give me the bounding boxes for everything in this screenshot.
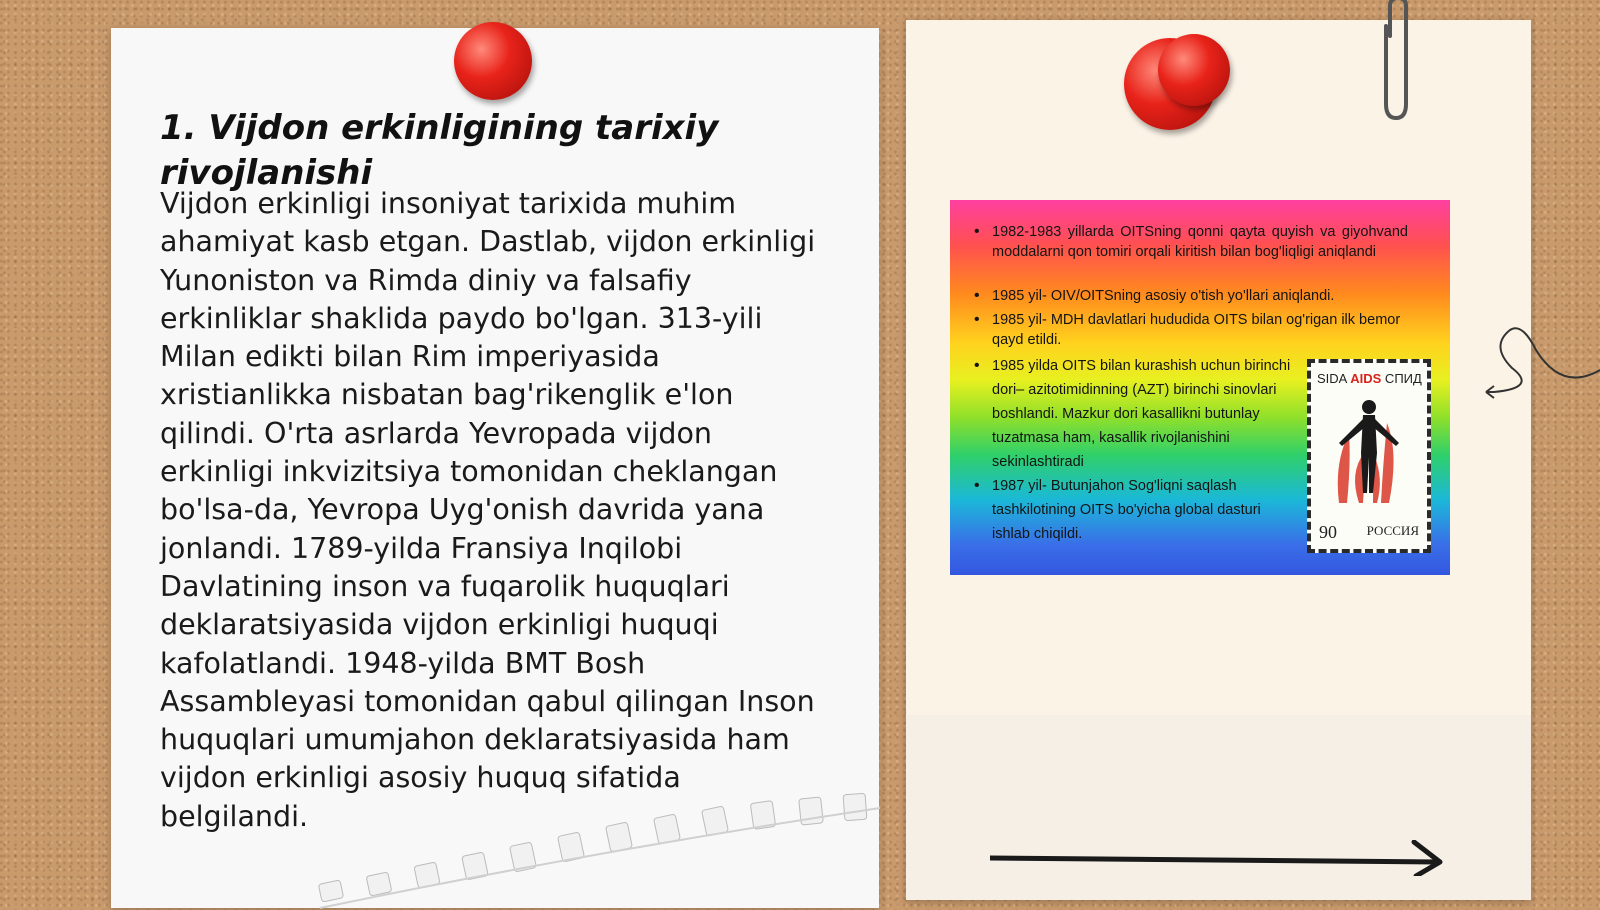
stamp-label: SIDA AIDS СПИД (1317, 371, 1422, 386)
push-pin-icon (1158, 34, 1230, 106)
list-item: • 1985 yil- MDH davlatlari hududida OITS bilan og'rigan ilk bemor qayd etildi. (968, 310, 1408, 350)
figure-illustration (1329, 393, 1409, 513)
push-pin-icon (454, 22, 532, 100)
paperclip-icon (1378, 0, 1418, 124)
swirl-arrow-icon (1482, 312, 1600, 408)
list-item: • 1987 yil- Butunjahon Sog'liqni saqlash tashkilotining OITS bo'yicha global dasturi ishlab chiqildi. (968, 474, 1298, 546)
stamp-country: РОССИЯ (1366, 523, 1419, 538)
list-item: • 1985 yilda OITS bilan kurashish uchun birinchi dori– azitotimidinning (AZT) birinchi sinovlari boshlandi. Mazkur dori kasallikni butunlay tuzatmasa ham, kasallik rivojlanishini sekinlashtiradi (968, 354, 1298, 474)
aids-stamp-image (1307, 359, 1431, 553)
arrow-right-icon (990, 840, 1450, 876)
list-item: • 1982-1983 yillarda OITSning qonni qayta quyish va giyohvand moddalarni qon tomiri orqali kiritish bilan bog'liqligi aniqlandi (968, 222, 1408, 262)
stamp-value: 90 (1319, 522, 1337, 542)
aids-history-image (950, 200, 1450, 575)
slide-body-text: Vijdon erkinligi insoniyat tarixida muhim ahamiyat kasb etgan. Dastlab, vijdon erkinligi Yunoniston va Rimda diniy va falsafiy erkinliklar shaklida paydo bo'lgan. 313-yili Milan edikti bilan Rim imperiyasida xristianlikka nisbatan bag'rikenglik e'lon qilindi. O'rta asrlarda Yevropada vijdon erkinligi inkvizitsiya tomonidan cheklangan bo'lsa-da, Yevropa Uyg'onish davrida yana jonlandi. 1789-yilda Fransiya Inqilobi Davlatining inson va fuqarolik huquqlari deklaratsiyasida vijdon erkinligi huquqi kafolatlandi. 1948-yilda BMT Bosh Assambleyasi tomonidan qabul qilingan Inson huquqlari umumjahon deklaratsiyasida ham vijdon erkinligi asosiy huquq sifatida belgilandi. (160, 187, 816, 833)
list-item: • 1985 yil- OIV/OITSning asosiy o'tish yo'llari aniqlandi. (968, 286, 1408, 306)
slide-title: 1. Vijdon erkinligining tarixiy rivojlanishi (160, 108, 719, 193)
